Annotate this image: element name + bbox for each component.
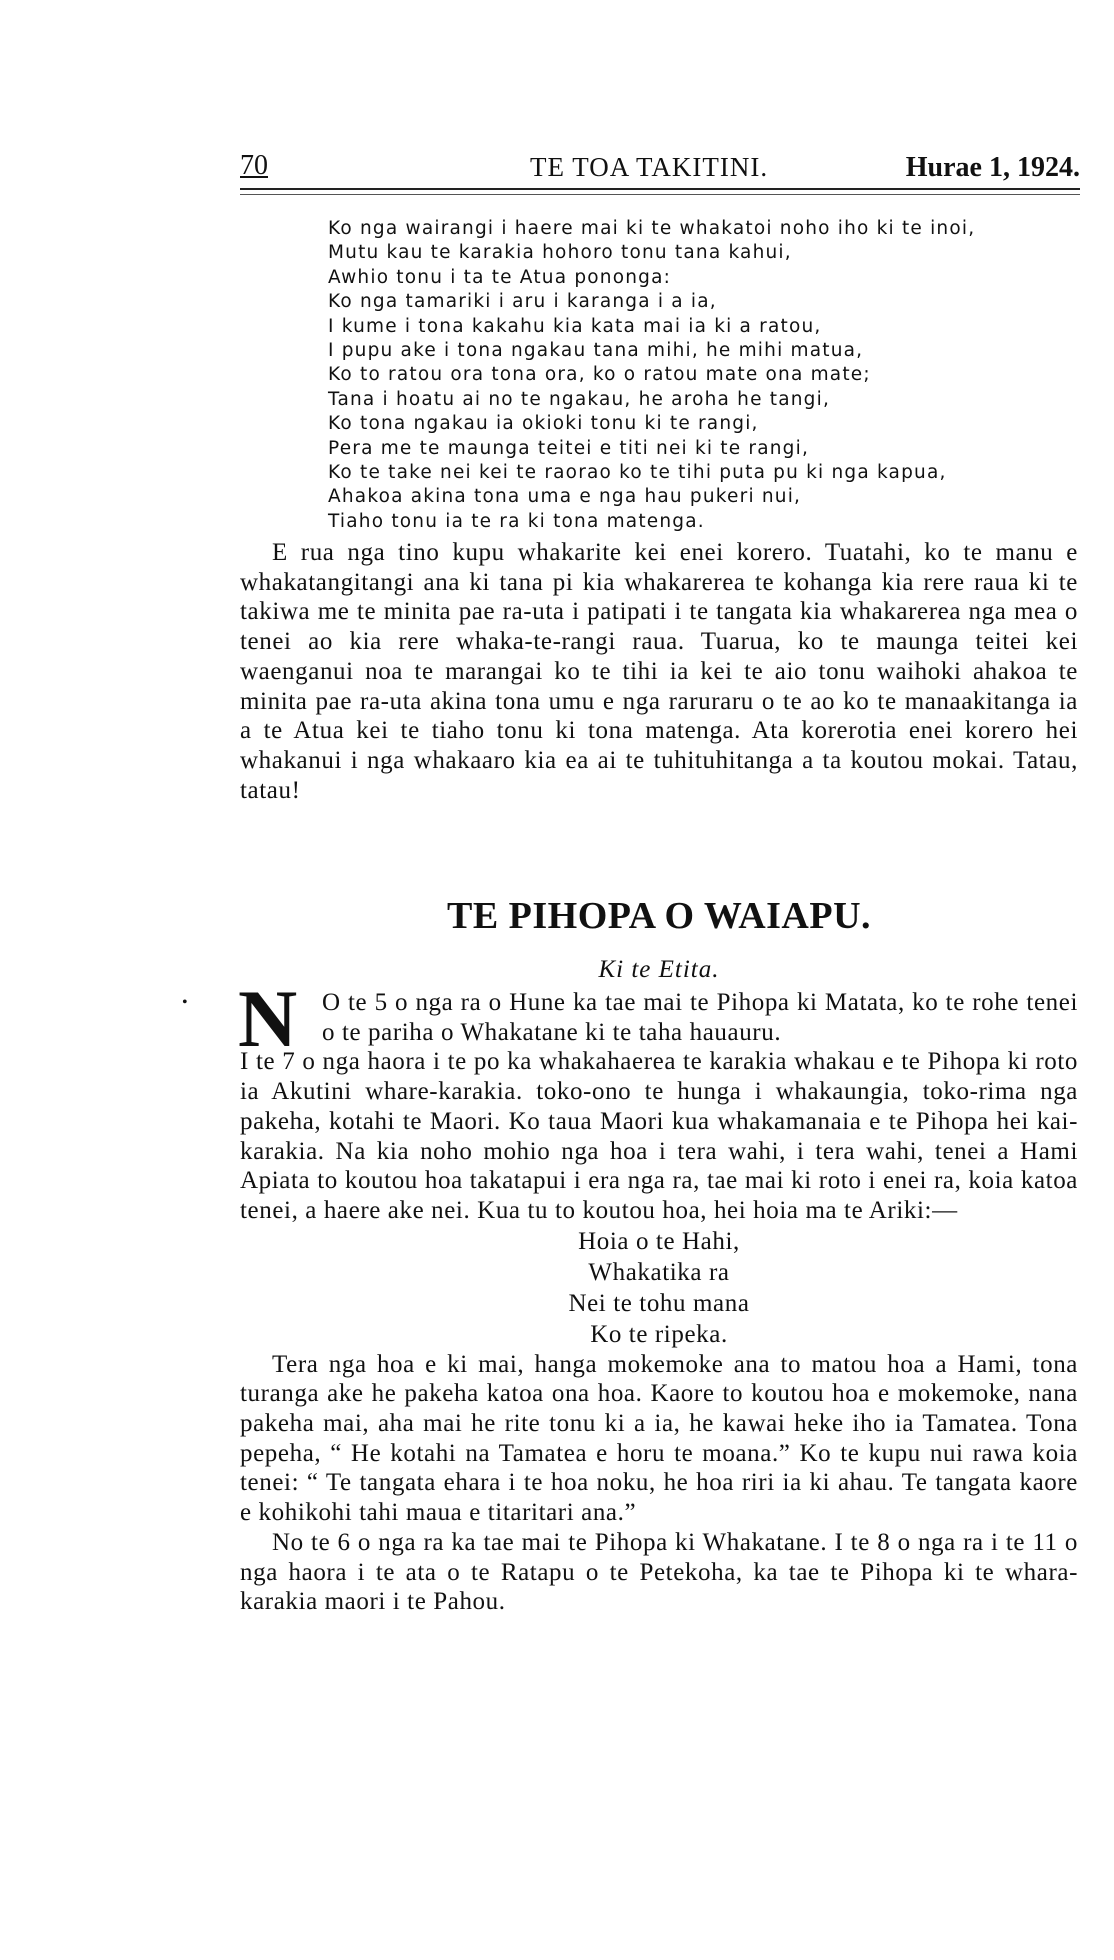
poem-block — [328, 217, 1088, 534]
page-header — [240, 150, 1080, 190]
header-rule-thin — [240, 194, 1080, 195]
journal-title: TE TOA TAKITINI. — [530, 152, 769, 182]
poem-line: Awhio tonu i ta te Atua ponongа: — [328, 266, 672, 288]
article-paragraph: I te 7 o nga haora i te po ka whakahaerea te karakia whakau e te Pihopa ki roto ia Akutini whare-karakia. toko-ono te hunga i whakaungia, toko-rima nga pakeha, kotahi te Maori. Ko taua Maori kua whakamanaia e te Pihopa hei kai-karakia. Na kia noho mohio nga hoa i tera wahi, i tera wahi, tenei a Hami Apiata to koutou hoa takatapui i era nga ra, tae mai ki roto i enei ra, koia katoa tenei, a haere ake nei. Kua tu to koutou hoa, hei hoia ma te Ariki:— — [240, 1048, 1078, 1224]
verse-line: Whakatika ra — [588, 1258, 730, 1286]
article-body — [240, 988, 1078, 1617]
poem-line: Ko tona ngakau ia okioki tonu ki te rangi, — [328, 413, 759, 435]
poem-line: Ko to ratou ora tona ora, ko o ratou mate ona mate; — [328, 364, 871, 386]
poem-line: Ko te take nei kei te raorao ko te tihi puta pu ki nga kapua, — [328, 462, 947, 484]
poem-line: I pupu ake i tona ngakau tana mihi, he mihi matua, — [328, 340, 864, 362]
poem-line: Mutu kau te karakia hohoro tonu tana kahui, — [328, 242, 792, 264]
poem-line: I kume i tona kakahu kia kata mai ia ki a ratou, — [328, 315, 822, 337]
verse-line: Nei te tohu mana — [568, 1289, 750, 1317]
poem-line: Ko nga tamariki i aru i karanga i a ia, — [328, 291, 717, 313]
drop-cap: N — [238, 973, 298, 1064]
poem-line: Tiaho tonu ia te ra ki tona matenga. — [328, 510, 705, 532]
verse-line: Hoia o te Hahi, — [578, 1227, 740, 1255]
paragraph-text: E rua nga tino kupu whakarite kei enei korero. Tuatahi, ko te manu e whakatangitangi ana ki tana pi kia whakarerea te kohanga kia rere raua ki te takiwa me te minita pae ra-uta i patipati i te tangata kia whakarerea nga mea o tenei ao kia rere whaka-te-rangi raua. Tuarua, ko te maunga teitei kei waenganui noa te marangai ko te tihi ia kei te aio tonu waihoki ahakoa te minita pae ra-uta akina tona umu e nga raruraru o te ao ko te manaakitanga ia a te Atua kei te tiaho tonu ki tona matenga. Ata korerotia enei korero hei whakanui i nga whakaaro kia ea ai te tuhituhitanga a ta koutou mokai. Tatau, tatau! — [240, 539, 1078, 804]
verse-block — [240, 1226, 1078, 1350]
poem-line: Ko nga wairangi i haere mai ki te whakatoi noho iho ki te inoi, — [328, 218, 976, 239]
verse-line: Ko te ripeka. — [590, 1320, 728, 1348]
article-title: TE PIHOPA O WAIAPU. — [446, 895, 872, 937]
page-number: 70 — [240, 150, 268, 181]
poem-line: Tana i hoatu ai no te ngakau, he aroha he tangi, — [328, 388, 831, 410]
header-rule — [240, 188, 1080, 190]
commentary-paragraph — [240, 538, 1078, 805]
article-subtitle: Ki te Etita. — [598, 956, 720, 983]
article-paragraph: Tera nga hoa e ki mai, hanga mokemoke ana to matou hoa a Hami, tona turanga ake he pakeha katoa ona hoa. Kaore to koutou hoa e mokemoke, nana pakeha mai, aha mai he rite tonu ki a ia, he kawai heke iho ia Tamatea. Tona pepeha, “ He kotahi na Tamatea e horu te moana.” Ko te kupu nui rawa koia tenei: “ Te tangata ehara i te hoa noku, he hoa riri ia ki ahau. Te tangata kaore e kohikohi tahi maua e titaritari ana.” — [240, 1350, 1078, 1527]
issue-date: Hurae 1, 1924. — [905, 152, 1080, 183]
poem-line: Ahakoa akina tona uma e nga hau pukeri nui, — [328, 486, 802, 508]
article-paragraph: No te 6 o nga ra ka tae mai te Pihopa ki Whakatane. I te 8 o nga ra i te 11 o nga haora i te ata o te Ratapu o te Petekoha, ka tae te Pihopa ki te whara-karakia maori i te Pahou. — [240, 1528, 1078, 1616]
poem-line: Pera me te maunga teitei e titi nei ki te rangi, — [328, 437, 810, 459]
opening-lines: O te 5 o nga ra o Hune ka tae mai te Pihopa ki Matata, ko te rohe tenei o te pariha o Whakatane ki te taha hauauru. — [322, 989, 1078, 1046]
margin-bullet: • — [182, 994, 188, 1011]
